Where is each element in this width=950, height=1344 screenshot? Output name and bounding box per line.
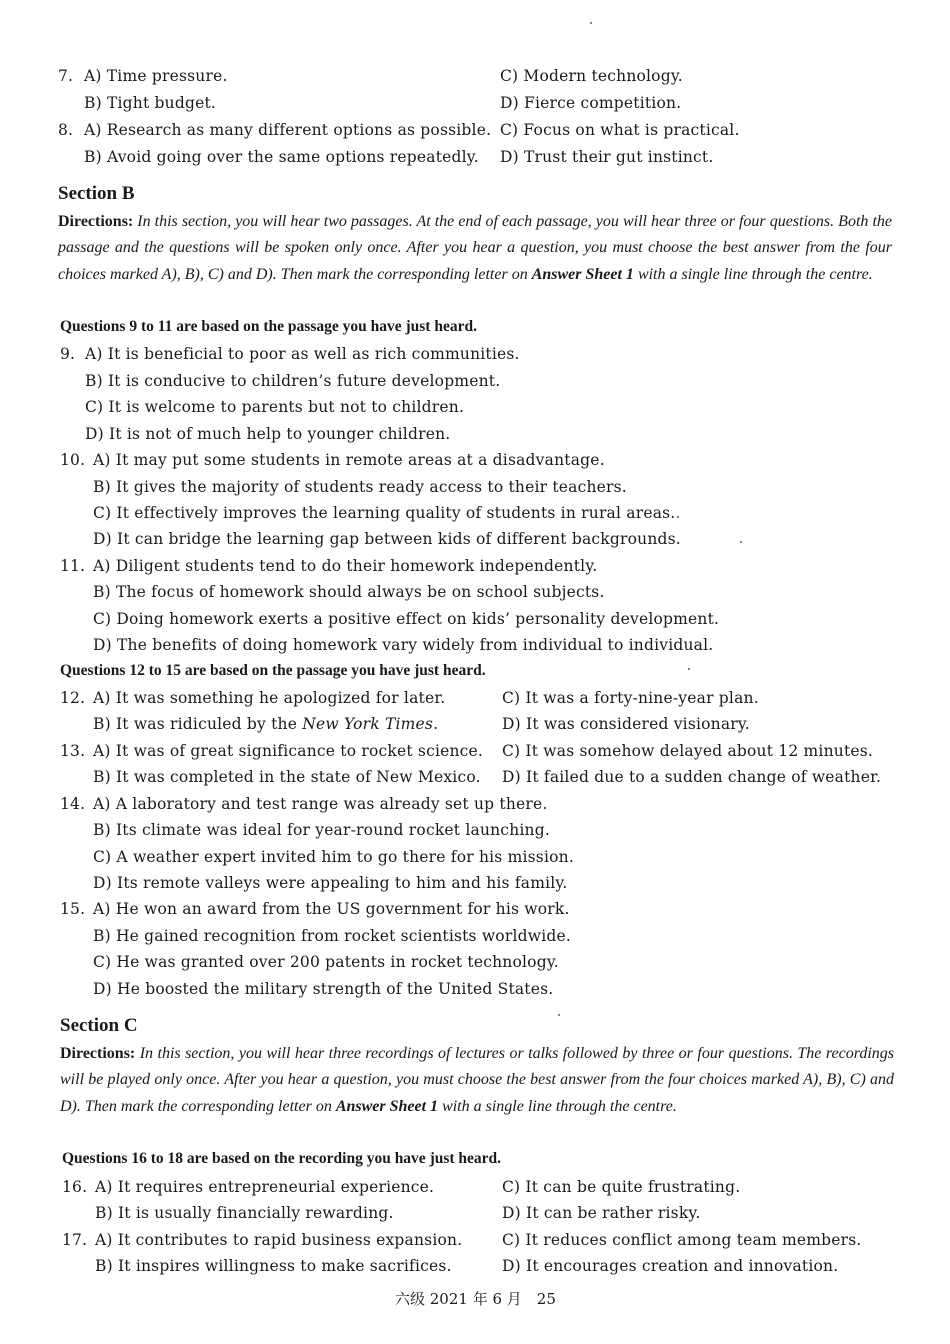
q9-option-c: C) It is welcome to parents but not to children. [85,398,465,416]
q8-option-b: B) Avoid going over the same options repeatedly. [84,148,479,166]
q11-option-a: A) Diligent students tend to do their homework independently. [93,557,598,575]
section-b-directions [58,209,892,288]
q15-option-c: C) He was granted over 200 patents in rocket technology. [93,953,559,971]
speck [740,541,742,543]
section-b-title: Section B [58,183,135,204]
q12-option-d: D) It was considered visionary. [502,715,750,733]
group-heading-12-15: Questions 12 to 15 are based on the passage you have just heard. [60,662,486,679]
speck [590,22,592,24]
q16-option-d: D) It can be rather risky. [502,1204,701,1222]
q12-option-b-newspaper: New York Times [302,715,434,733]
q17-number: 17. [62,1231,88,1249]
q9-option-d: D) It is not of much help to younger children. [85,425,451,443]
q7-number: 7. [58,67,74,85]
q14-number: 14. [60,795,86,813]
q11-number: 11. [60,557,86,575]
q16-number: 16. [62,1178,88,1196]
q15-option-a: A) He won an award from the US government for his work. [93,900,570,918]
q13-option-b: B) It was completed in the state of New Mexico. [93,768,481,786]
directions-text: In this section, you will hear three recordings of lectures or talks followed by three or four questions. The recordings will be played only once. After you hear a question, you must choose the best answer from the four choices marked A), B), C) and D). Then mark the corresponding letter on [60,1045,895,1115]
q10-option-d: D) It can bridge the learning gap between kids of different backgrounds. [93,530,681,548]
q12-option-a: A) It was something he apologized for later. [93,689,446,707]
q12-option-b [93,714,438,734]
q13-option-a: A) It was of great significance to rocket science. [93,742,484,760]
q14-option-b: B) Its climate was ideal for year-round rocket launching. [93,821,550,839]
q15-option-b: B) He gained recognition from rocket scientists worldwide. [93,927,571,945]
q17-option-b: B) It inspires willingness to make sacrifices. [95,1257,452,1275]
q14-option-d: D) Its remote valleys were appealing to him and his family. [93,874,568,892]
q13-option-c: C) It was somehow delayed about 12 minutes. [502,742,874,760]
q16-option-a: A) It requires entrepreneurial experience. [95,1178,435,1196]
answer-sheet-label: Answer Sheet 1 [531,265,634,283]
section-c-directions [60,1041,894,1120]
q14-option-a: A) A laboratory and test range was already set up there. [93,795,548,813]
q10-option-b: B) It gives the majority of students ready access to their teachers. [93,478,627,496]
q9-number: 9. [60,345,76,363]
q10-option-a: A) It may put some students in remote areas at a disadvantage. [93,451,605,469]
q12-number: 12. [60,689,86,707]
q8-option-a: A) Research as many different options as possible. [84,121,492,139]
q14-option-c: C) A weather expert invited him to go there for his mission. [93,848,574,866]
q11-option-d: D) The benefits of doing homework vary widely from individual to individual. [93,636,714,654]
directions-label: Directions: [58,213,134,230]
q10-number: 10. [60,451,86,469]
q12-option-b-period: . [433,715,439,733]
speck [688,668,690,670]
q7-option-d: D) Fierce competition. [500,94,682,112]
page-footer: 六级 2021 年 6 月 25 [395,1290,556,1308]
q8-number: 8. [58,121,74,139]
q16-option-c: C) It can be quite frustrating. [502,1178,741,1196]
q9-option-b: B) It is conducive to children’s future development. [85,372,501,390]
q11-option-b: B) The focus of homework should always be on school subjects. [93,583,605,601]
directions-text-end: with a single line through the centre. [637,265,873,283]
q15-option-d: D) He boosted the military strength of the United States. [93,980,554,998]
directions-text-end: with a single line through the centre. [442,1097,677,1115]
q7-option-a: A) Time pressure. [84,67,228,85]
group-heading-16-18: Questions 16 to 18 are based on the recording you have just heard. [62,1150,502,1167]
q7-option-c: C) Modern technology. [500,67,683,85]
q12-option-b-text: B) It was ridiculed by the [93,715,298,733]
directions-label: Directions: [60,1045,136,1062]
q13-option-d: D) It failed due to a sudden change of weather. [502,768,882,786]
q8-option-d: D) Trust their gut instinct. [500,148,714,166]
q17-option-c: C) It reduces conflict among team members. [502,1231,862,1249]
q9-option-a: A) It is beneficial to poor as well as rich communities. [85,345,520,363]
q17-option-d: D) It encourages creation and innovation. [502,1257,839,1275]
speck [558,1014,560,1016]
q8-option-c: C) Focus on what is practical. [500,121,740,139]
section-c-title: Section C [60,1015,138,1036]
q7-option-b: B) Tight budget. [84,94,216,112]
q13-number: 13. [60,742,86,760]
q10-option-c: C) It effectively improves the learning quality of students in rural areas. [93,504,676,522]
q15-number: 15. [60,900,86,918]
directions-text: In this section, you will hear two passages. At the end of each passage, you will hear three or four questions. Both the passage and the questions will be spoken only once. After you hear a question, you must choose the best answer from the four choices marked A), B), C) and D). Then mark the corresponding letter on [58,213,892,283]
speck [677,516,679,518]
q17-option-a: A) It contributes to rapid business expansion. [95,1231,463,1249]
answer-sheet-label: Answer Sheet 1 [335,1097,439,1115]
q12-option-c: C) It was a forty-nine-year plan. [502,689,759,707]
q11-option-c: C) Doing homework exerts a positive effect on kids’ personality development. [93,610,720,628]
group-heading-9-11: Questions 9 to 11 are based on the passage you have just heard. [60,318,477,335]
q16-option-b: B) It is usually financially rewarding. [95,1204,394,1222]
